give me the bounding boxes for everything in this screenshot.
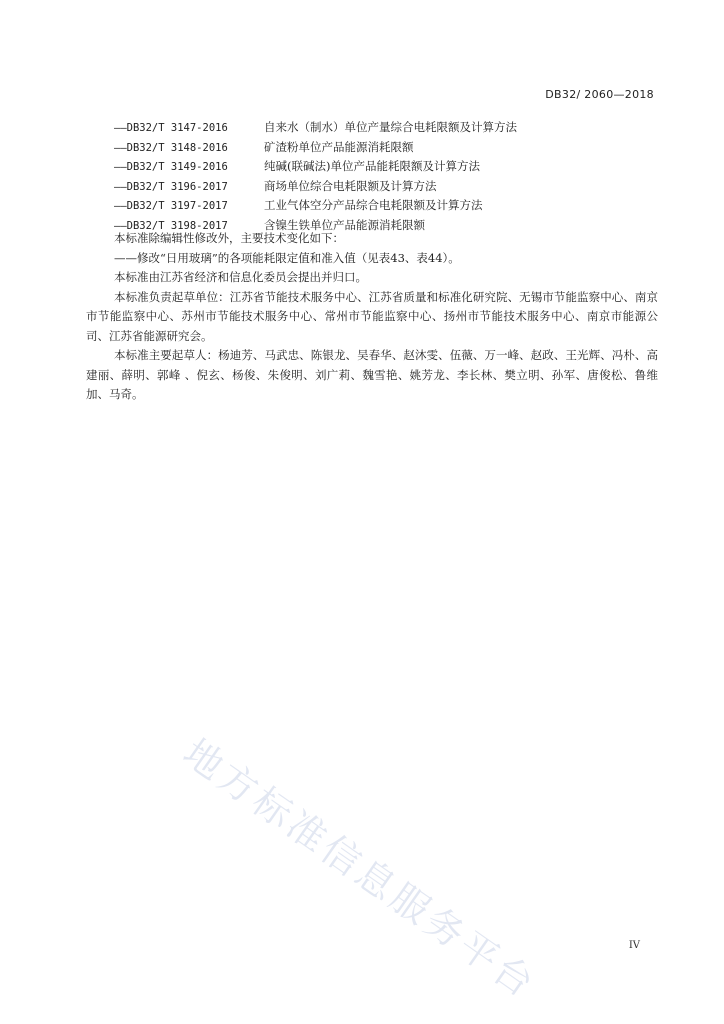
page-number: IV xyxy=(628,940,640,951)
reference-code: ——DB32/T 3196-2017 xyxy=(114,180,228,193)
reference-list xyxy=(114,118,674,235)
foreword-body xyxy=(86,229,658,405)
reference-item xyxy=(114,177,674,197)
watermark: 地方标准信息服务平台 xyxy=(175,730,545,1008)
reference-title: 商场单位综合电耗限额及计算方法 xyxy=(264,178,437,193)
reference-code: ——DB32/T 3198-2017 xyxy=(114,219,228,232)
reference-code: ——DB32/T 3197-2017 xyxy=(114,200,228,212)
technical-change-item: ——修改“日用玻璃”的各项能耗限定值和准入值（见表43、表44）。 xyxy=(114,250,460,265)
drafters: 本标准主要起草人：杨迪芳、马武忠、陈银龙、吴春华、赵沐雯、伍薇、万一峰、赵政、王光辉、冯朴、高建丽、薛明、郭峰 、倪玄、杨俊、朱俊明、刘广莉、魏雪艳、姚芳龙、李长林、樊立明、孙军、唐俊松、鲁维加、马奇。 xyxy=(86,348,658,401)
reference-item xyxy=(114,138,674,158)
reference-title: 含镍生铁单位产品能源消耗限额 xyxy=(264,217,425,232)
reference-item xyxy=(114,196,674,216)
reference-code: ——DB32/T 3148-2016 xyxy=(114,141,228,154)
reference-item xyxy=(114,118,674,138)
reference-code: ——DB32/T 3147-2016 xyxy=(114,122,228,134)
reference-item xyxy=(114,157,674,177)
drafting-organizations: 本标准负责起草单位：江苏省节能技术服务中心、江苏省质量和标准化研究院、无锡市节能监察中心、南京市节能监察中心、苏州市节能技术服务中心、常州市节能监察中心、扬州市节能技术服务中心、南京市能源公司、江苏省能源研究会。 xyxy=(86,289,658,343)
reference-code: ——DB32/T 3149-2016 xyxy=(114,161,228,173)
standard-code: DB32/ 2060—2018 xyxy=(545,88,654,101)
technical-changes-intro: 本标准除编辑性修改外，主要技术变化如下： xyxy=(114,231,344,245)
reference-title: 自来水（制水）单位产量综合电耗限额及计算方法 xyxy=(264,120,517,134)
proposer-statement: 本标准由江苏省经济和信息化委员会提出并归口。 xyxy=(114,270,367,284)
reference-title: 纯碱(联碱法)单位产品能耗限额及计算方法 xyxy=(264,159,480,173)
reference-title: 工业气体空分产品综合电耗限额及计算方法 xyxy=(264,198,483,212)
reference-title: 矿渣粉单位产品能源消耗限额 xyxy=(264,139,414,154)
